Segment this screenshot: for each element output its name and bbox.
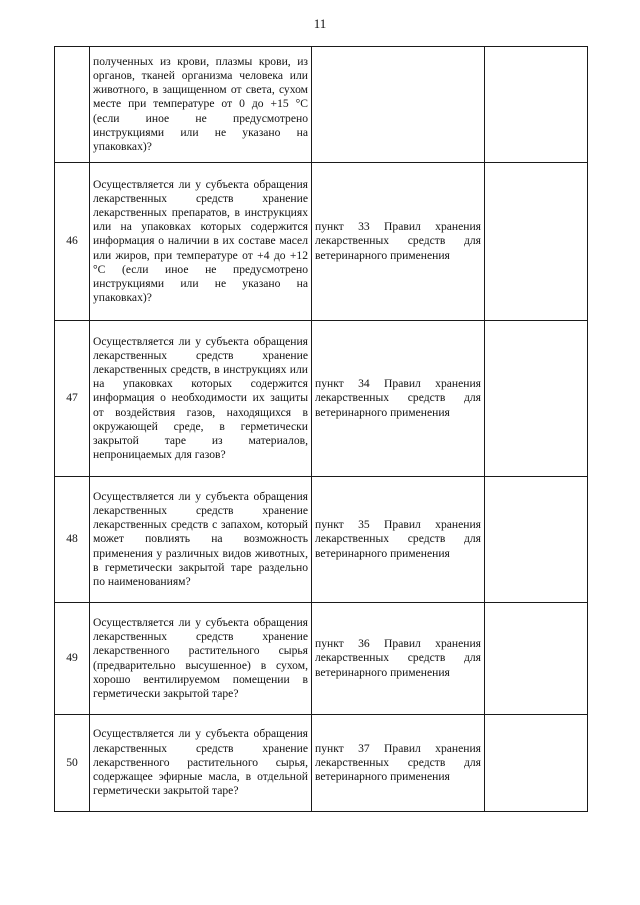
answer-cell [485, 715, 588, 812]
table-row [55, 477, 588, 603]
question-cell: Осуществляется ли у субъекта обращения лекарственных средств хранение лекарственного растительного сырья (предварительно высушенное) в сухом, хорошо вентилируемом помещении в герметически закрытой таре? [90, 603, 312, 715]
answer-cell [485, 321, 588, 477]
answer-cell [485, 603, 588, 715]
answer-cell [485, 163, 588, 321]
table-row [55, 47, 588, 163]
table-row [55, 321, 588, 477]
reference-cell: пункт 33 Правил хранения лекарственных средств для ветеринарного применения [312, 163, 485, 321]
page-number: 11 [313, 16, 327, 31]
question-cell: Осуществляется ли у субъекта обращения лекарственных средств хранение лекарственных препаратов, в инструкциях или на упаковках которых содержится информация о наличии в их составе масел или жиров, при температуре от +4 до +12 °С (если иное не предусмотрено инструкциями или не указано на упаковках)? [90, 163, 312, 321]
row-number: 46 [55, 163, 90, 321]
reference-cell: пункт 37 Правил хранения лекарственных средств для ветеринарного применения [312, 715, 485, 812]
reference-cell: пункт 36 Правил хранения лекарственных средств для ветеринарного применения [312, 603, 485, 715]
question-cell: Осуществляется ли у субъекта обращения лекарственных средств хранение лекарственного растительного сырья, содержащее эфирные масла, в отдельной герметически закрытой таре? [90, 715, 312, 812]
answer-cell [485, 47, 588, 163]
table-row [55, 163, 588, 321]
table-row [55, 715, 588, 812]
checklist-table [54, 46, 588, 812]
reference-cell [312, 47, 485, 163]
row-number: 49 [55, 603, 90, 715]
table-row [55, 603, 588, 715]
question-cell: Осуществляется ли у субъекта обращения лекарственных средств хранение лекарственных средств, в инструкциях или на упаковках которых содержится информация о необходимости их защиты от воздействия газов, находящихся в окружающей среде, в герметически закрытой таре из материалов, непроницаемых для газов? [90, 321, 312, 477]
question-cell: полученных из крови, плазмы крови, из органов, тканей организма человека или животного, в защищенном от света, сухом месте при температуре от 0 до +15 °С (если иное не предусмотрено инструкциями или не указано на упаковках)? [90, 47, 312, 163]
row-number: 48 [55, 477, 90, 603]
row-number [55, 47, 90, 163]
row-number: 50 [55, 715, 90, 812]
reference-cell: пункт 34 Правил хранения лекарственных средств для ветеринарного применения [312, 321, 485, 477]
question-cell: Осуществляется ли у субъекта обращения лекарственных средств хранение лекарственных средств с запахом, который может повлиять на возможность применения у различных видов животных, в герметически закрытой таре раздельно по наименованиям? [90, 477, 312, 603]
answer-cell [485, 477, 588, 603]
reference-cell: пункт 35 Правил хранения лекарственных средств для ветеринарного применения [312, 477, 485, 603]
row-number: 47 [55, 321, 90, 477]
